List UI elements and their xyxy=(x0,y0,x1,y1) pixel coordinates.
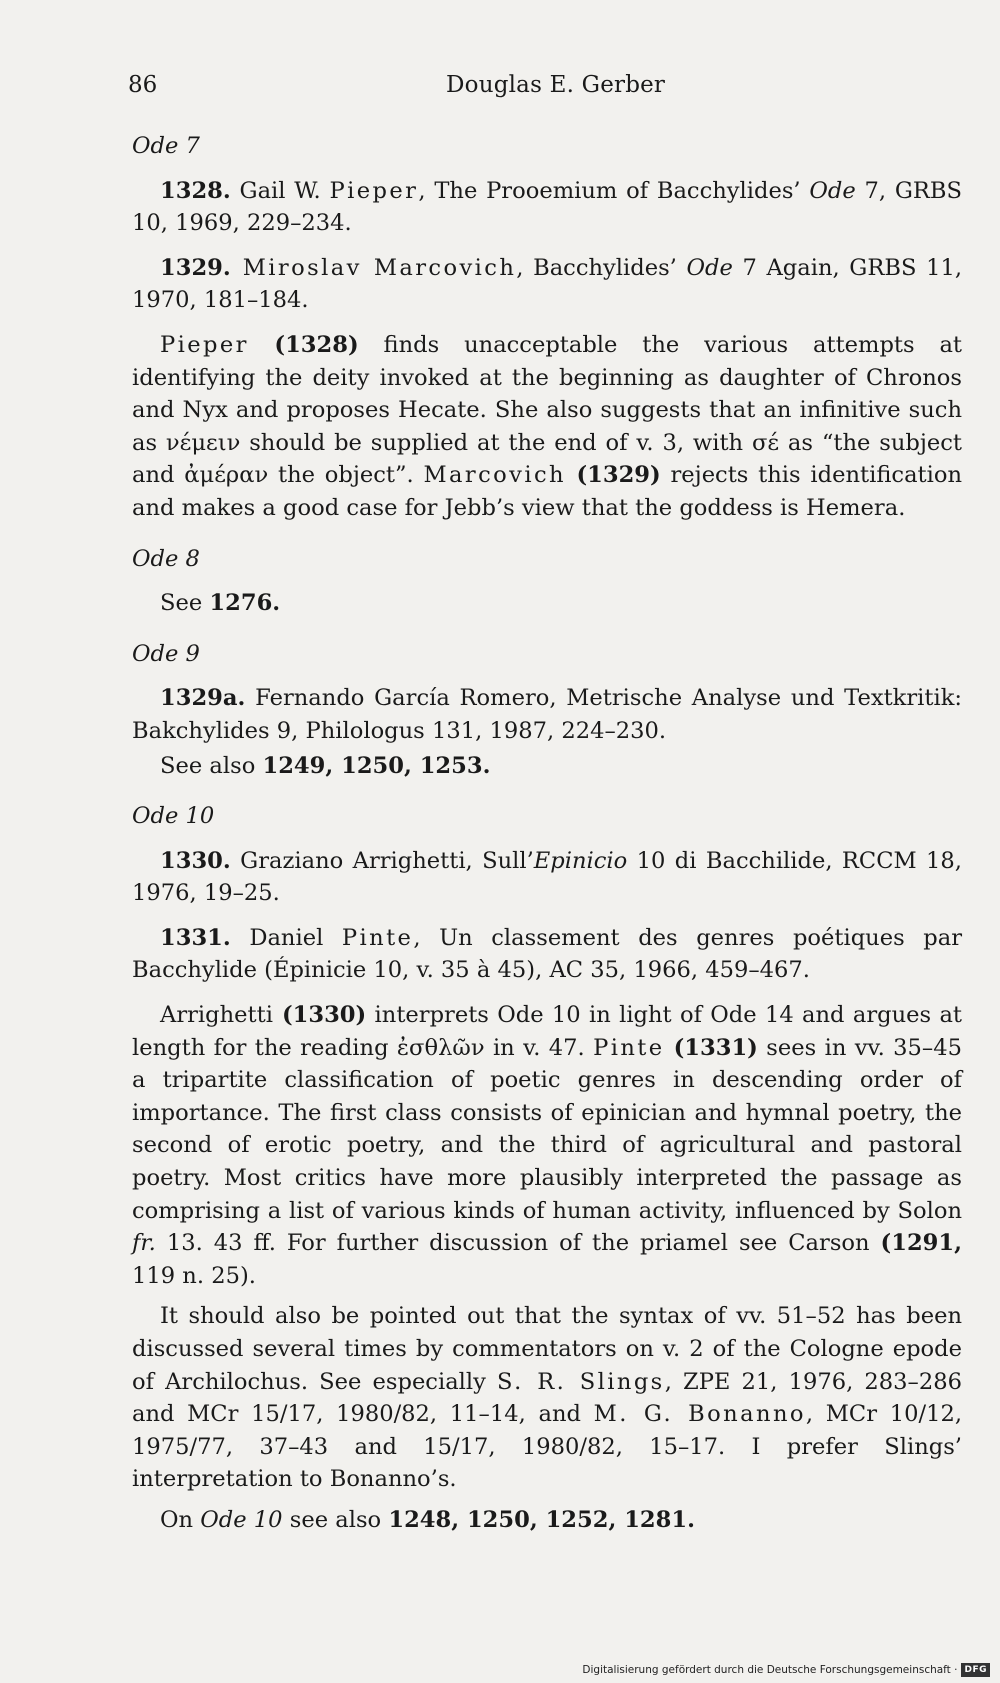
bib-entry-1331 xyxy=(132,922,962,987)
bib-entry-1330 xyxy=(132,845,962,910)
entry-text: 7, GRBS 10, 1969, 229–234. xyxy=(132,177,963,237)
bib-entry-1329a xyxy=(132,682,962,747)
italic-abbrev: fr. xyxy=(132,1230,156,1257)
section-heading-ode-10: Ode 10 xyxy=(132,803,215,830)
entry-text: , Bacchylides’ xyxy=(516,254,687,281)
commentary-paragraph-ode-10-b xyxy=(132,1300,962,1496)
paragraph-text: finds unacceptable the various attempts at identifying the deity invoked at the beginning as daughter of Chronos and Nyx and proposes Hecate. She also suggests that an infinitive such as νέμειν should be supplied at the end of v. 3, with σέ as “the subject and ἀμέραν the object”. xyxy=(132,331,963,489)
entry-text: , The Prooemium of Bacchylides’ xyxy=(418,177,810,204)
paragraph-text: It should also be pointed out that the syntax of vv. 51–52 has been discussed several times by commentators on v. 2 of the Cologne epode of Archilochus. See especially xyxy=(132,1303,962,1395)
cross-reference: 1276. xyxy=(209,590,281,617)
paragraph-text: , ZPE 21, 1976, 283–286 and MCr 15/17, 1980/82, 11–14, and xyxy=(132,1368,962,1428)
paragraph-text: , MCr 10/12, 1975/77, 37–43 and 15/17, 1980/82, 15–17. I prefer Slings’ interpretation to Bonanno’s. xyxy=(132,1401,962,1493)
author-name: Pinte xyxy=(341,924,414,951)
paragraph-text: rejects this identification and makes a good case for Jebb’s view that the goddess is Hemera. xyxy=(132,462,962,521)
body-text xyxy=(132,130,962,1545)
cross-reference: (1328) xyxy=(248,331,359,358)
entry-number: 1329. xyxy=(160,254,231,281)
entry-text: Graziano Arrighetti, Sull’ xyxy=(230,847,534,874)
see-reference-ode-10 xyxy=(132,1504,962,1537)
cross-reference: 1248, 1250, 1252, 1281. xyxy=(388,1506,695,1533)
entry-text: , Un classement des genres poétiques par Bacchylide (Épinicie 10, v. 35 à 45), AC 35, 1966, 459–467. xyxy=(132,924,962,984)
author-name: M. G. Bonanno xyxy=(593,1401,806,1428)
paragraph-text: sees in vv. 35–45 a tripartite classification of poetic genres in descending order of importance. The first class consists of epinician and hymnal poetry, the second of erotic poetry, and the third of agricultural and pastoral poetry. Most critics have more plausibly interpreted the passage as comprising a list of various kinds of human activity, influenced by Solon xyxy=(132,1034,962,1224)
paragraph-text: 13. 43 ff. For further discussion of the priamel see Carson xyxy=(155,1230,881,1257)
see-reference-ode-8 xyxy=(160,587,962,620)
cross-reference: (1331) xyxy=(664,1034,758,1061)
author-name: S. R. Slings xyxy=(497,1368,665,1395)
author-name: Miroslav Marcovich xyxy=(230,254,517,281)
cross-reference: (1329) xyxy=(565,462,661,489)
page-number: 86 xyxy=(128,72,158,98)
entry-text: Daniel xyxy=(230,924,342,951)
cross-reference: (1291, xyxy=(880,1230,962,1257)
commentary-paragraph-ode-10-a xyxy=(132,999,962,1292)
digitization-footer xyxy=(582,1663,990,1677)
footer-text: Digitalisierung gefördert durch die Deutsche Forschungsgemeinschaft · xyxy=(582,1664,958,1676)
author-name: Pinte xyxy=(593,1034,665,1061)
paragraph-text: Arrighetti xyxy=(160,1002,273,1029)
commentary-paragraph-ode-7 xyxy=(132,329,962,525)
see-label: see also xyxy=(282,1506,389,1533)
title-italic: Epinicio xyxy=(533,847,628,874)
entry-number: 1328. xyxy=(160,177,231,204)
entry-text: 10 di Bacchilide, RCCM 18, 1976, 19–25. xyxy=(132,847,962,907)
entry-number: 1330. xyxy=(160,847,231,874)
entry-text: Fernando García Romero, Metrische Analyse und Textkritik: Bakchylides 9, Philologus 131, 1987, 224–230. xyxy=(132,685,962,744)
see-label: See also xyxy=(160,752,263,779)
author-name: Marcovich xyxy=(423,462,566,489)
section-heading-ode-9: Ode 9 xyxy=(132,640,200,667)
entry-number: 1331. xyxy=(160,924,231,951)
section-heading-ode-8: Ode 8 xyxy=(132,545,200,572)
cross-reference: 1249, 1250, 1253. xyxy=(262,752,491,779)
dfg-logo: DFG xyxy=(961,1663,990,1677)
see-label: On xyxy=(160,1506,201,1533)
bib-entry-1329 xyxy=(132,252,962,317)
title-italic: Ode xyxy=(809,177,856,204)
see-label: See xyxy=(160,590,210,617)
paragraph-text: interprets Ode 10 in light of Ode 14 and argues at length for the reading ἐσθλῶν in v. 47. xyxy=(132,1002,962,1061)
title-italic: Ode 10 xyxy=(200,1506,283,1533)
entry-text: Gail W. xyxy=(230,177,330,204)
cross-reference: (1330) xyxy=(272,1002,367,1029)
running-head xyxy=(128,72,958,104)
bib-entry-1328 xyxy=(132,175,962,240)
author-name: Pieper xyxy=(160,331,249,358)
title-italic: Ode xyxy=(686,254,733,281)
paragraph-text: 119 n. 25). xyxy=(132,1262,256,1289)
see-reference-ode-9 xyxy=(160,750,962,783)
entry-text: 7 Again, GRBS 11, 1970, 181–184. xyxy=(132,254,963,314)
running-head-author: Douglas E. Gerber xyxy=(446,72,666,98)
section-heading-ode-7: Ode 7 xyxy=(132,133,200,159)
entry-number: 1329a. xyxy=(160,685,246,712)
author-name: Pieper xyxy=(329,177,419,204)
